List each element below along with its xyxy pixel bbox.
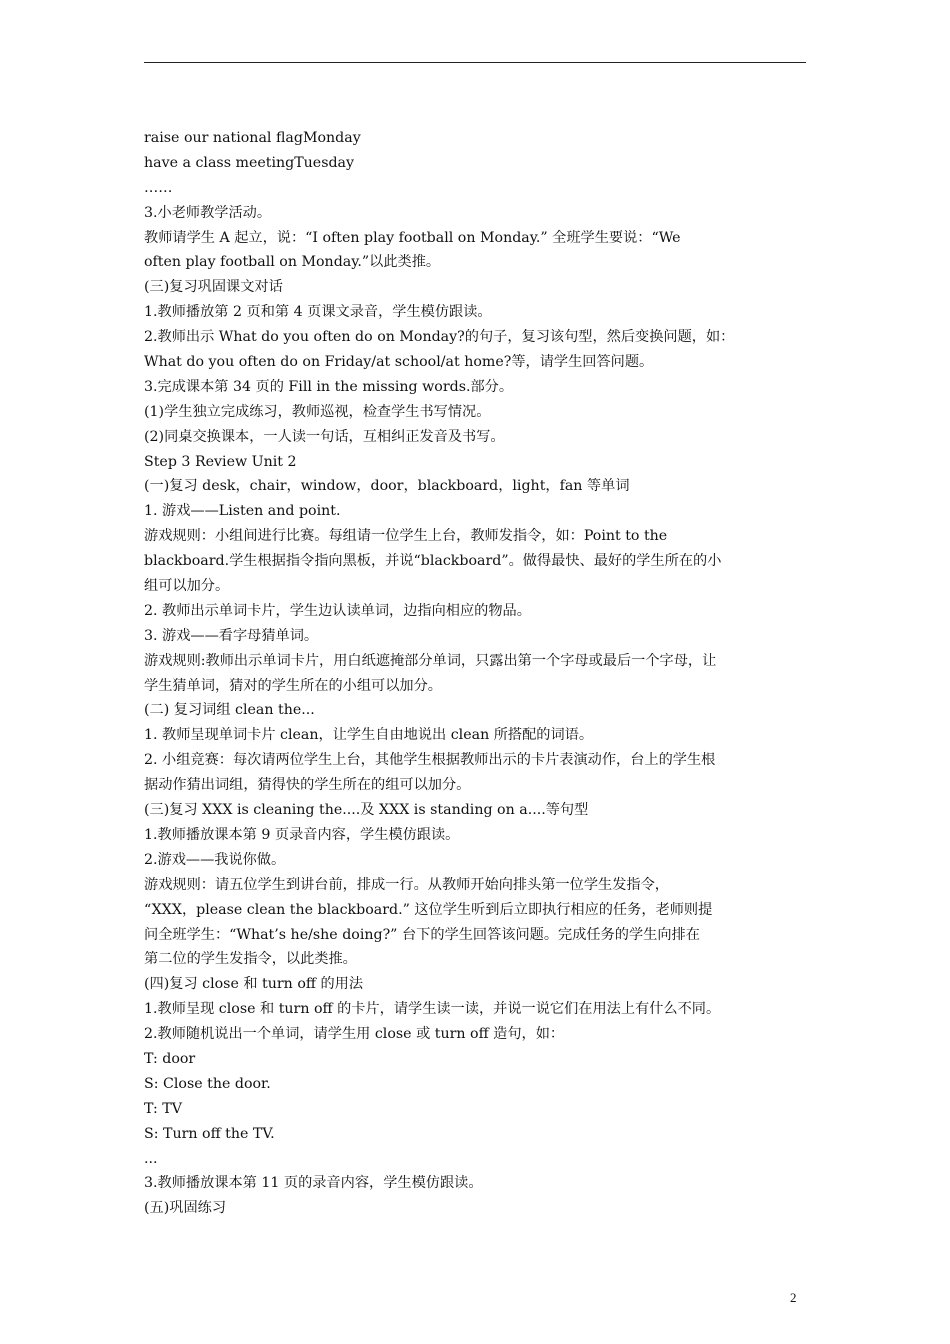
- text-line: (一)复习 desk，chair，window，door，blackboard，light，fan 等单词: [144, 478, 630, 495]
- text-line: 1. 教师呈现单词卡片 clean，让学生自由地说出 clean 所搭配的词语。: [144, 727, 594, 744]
- text-line: 2.教师出示 What do you often do on Monday?的句子，复习该句型，然后变换问题，如：: [144, 329, 735, 346]
- text-line: 1.教师呈现 close 和 turn off 的卡片，请学生读一读，并说一说它们在用法上有什么不同。: [144, 1001, 721, 1018]
- text-line: (三)复习 XXX is cleaning the....及 XXX is standing on a....等句型: [144, 802, 589, 819]
- text-line: have a class meetingTuesday: [144, 154, 355, 171]
- text-line: 3.小老师教学活动。: [144, 204, 272, 221]
- text-line: 2. 教师出示单词卡片，学生边认读单词，边指向相应的物品。: [144, 602, 531, 619]
- text-line: “XXX，please clean the blackboard.” 这位学生听到后立即执行相应的任务，老师则提: [144, 901, 713, 918]
- text-line: ...: [144, 1150, 158, 1167]
- text-line: (四)复习 close 和 turn off 的用法: [144, 976, 364, 993]
- text-line: 游戏规则：小组间进行比赛。每组请一位学生上台，教师发指令，如：Point to the: [144, 528, 668, 545]
- text-line: (2)同桌交换课本，一人读一句话，互相纠正发音及书写。: [144, 428, 505, 445]
- text-line: (二) 复习词组 clean the...: [144, 702, 315, 719]
- text-line: 1.教师播放课本第 9 页录音内容，学生模仿跟读。: [144, 826, 460, 843]
- text-line: 教师请学生 A 起立，说：“I often play football on Monday.” 全班学生要说：“We: [144, 229, 681, 246]
- header-rule: [144, 62, 806, 63]
- text-line: 3.教师播放课本第 11 页的录音内容，学生模仿跟读。: [144, 1175, 483, 1192]
- text-line: What do you often do on Friday/at school/at home?等，请学生回答问题。: [144, 354, 654, 371]
- text-line: 游戏规则:教师出示单词卡片，用白纸遮掩部分单词，只露出第一个字母或最后一个字母，让: [144, 652, 717, 669]
- text-line: 1. 游戏——Listen and point.: [144, 503, 341, 520]
- text-line: 3.完成课本第 34 页的 Fill in the missing words.部分。: [144, 378, 514, 395]
- document-body: [144, 126, 820, 1221]
- page-number: 2: [790, 1290, 797, 1305]
- text-line: (三)复习巩固课文对话: [144, 279, 283, 296]
- text-line: raise our national flagMonday: [144, 130, 361, 146]
- text-line: often play football on Monday.”以此类推。: [144, 254, 441, 271]
- text-line: ……: [144, 179, 173, 196]
- text-line: 组可以加分。: [144, 578, 230, 595]
- text-line: blackboard.学生根据指令指向黑板，并说“blackboard”。做得最快、最好的学生所在的小: [144, 553, 722, 570]
- text-line: 据动作猜出词组，猜得快的学生所在的组可以加分。: [144, 777, 471, 794]
- text-line: (五)巩固练习: [144, 1200, 227, 1217]
- text-line: S: Close the door.: [144, 1075, 271, 1092]
- text-line: T: TV: [144, 1100, 182, 1117]
- text-line: 问全班学生：“What’s he/she doing?” 台下的学生回答该问题。完成任务的学生向排在: [144, 926, 700, 943]
- text-line: 第二位的学生发指令，以此类推。: [144, 951, 357, 968]
- text-line: 游戏规则：请五位学生到讲台前，排成一行。从教师开始向排头第一位学生发指令，: [144, 876, 669, 893]
- text-line: S: Turn off the TV.: [144, 1125, 275, 1142]
- text-line: 3. 游戏——看字母猜单词。: [144, 627, 319, 644]
- text-line: 2. 小组竞赛：每次请两位学生上台，其他学生根据教师出示的卡片表演动作，台上的学生根: [144, 752, 716, 769]
- text-line: Step 3 Review Unit 2: [144, 453, 297, 470]
- text-line: 2.教师随机说出一个单词，请学生用 close 或 turn off 造句，如：: [144, 1026, 565, 1043]
- text-line: T: door: [144, 1050, 196, 1067]
- text-line: 2.游戏——我说你做。: [144, 851, 286, 868]
- text-line: 1.教师播放第 2 页和第 4 页课文录音，学生模仿跟读。: [144, 304, 492, 321]
- text-line: (1)学生独立完成练习，教师巡视，检查学生书写情况。: [144, 403, 491, 420]
- text-line: 学生猜单词，猜对的学生所在的小组可以加分。: [144, 677, 442, 694]
